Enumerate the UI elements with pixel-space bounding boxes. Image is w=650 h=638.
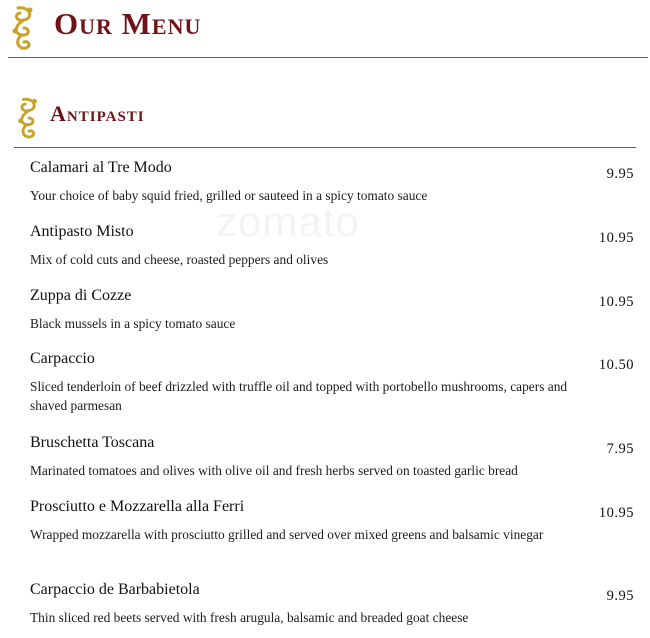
item-name: Prosciutto e Mozzarella alla Ferri: [30, 498, 245, 515]
page-title: Our Menu: [54, 6, 202, 41]
header-divider: [8, 57, 648, 58]
item-description: Mix of cold cuts and cheese, roasted peppers and olives: [30, 252, 329, 267]
item-price: 7.95: [606, 441, 634, 457]
item-description: Marinated tomatoes and olives with olive oil and fresh herbs served on toasted garlic bread: [30, 463, 518, 478]
item-description: Wrapped mozzarella with prosciutto grilled and served over mixed greens and balsamic vinegar: [30, 527, 544, 542]
menu-item: [30, 286, 642, 333]
item-price: 10.95: [598, 505, 634, 521]
menu-item: [30, 497, 642, 544]
item-price: 9.95: [606, 166, 634, 182]
menu-item: [30, 433, 642, 480]
item-price: 10.95: [598, 230, 634, 246]
item-price: 10.95: [598, 294, 634, 310]
item-price: 9.95: [606, 588, 634, 604]
menu-item: [30, 158, 642, 205]
item-description: Thin sliced red beets served with fresh arugula, balsamic and breaded goat cheese: [30, 610, 469, 625]
item-description: Black mussels in a spicy tomato sauce: [30, 316, 236, 331]
watermark: zomato: [216, 198, 360, 245]
item-description: Your choice of baby squid fried, grilled or sauteed in a spicy tomato sauce: [30, 188, 428, 203]
section-divider: [14, 147, 636, 148]
item-name: Calamari al Tre Modo: [30, 159, 172, 176]
item-description: Sliced tenderloin of beef drizzled with truffle oil and topped with portobello mushrooms, capers and shaved parmesan: [30, 379, 568, 413]
ornament-icon: [8, 4, 38, 54]
item-name: Zuppa di Cozze: [30, 287, 132, 304]
ornament-icon: [14, 94, 42, 144]
item-name: Carpaccio: [30, 350, 95, 367]
item-name: Carpaccio de Barbabietola: [30, 581, 200, 598]
item-name: Bruschetta Toscana: [30, 434, 155, 451]
menu-item: [30, 222, 642, 269]
section-title: Antipasti: [50, 101, 145, 126]
item-name: Antipasto Misto: [30, 223, 134, 240]
menu-item: [30, 580, 642, 627]
item-price: 10.50: [598, 357, 634, 373]
menu-item: [30, 349, 642, 415]
menu-header: [8, 2, 648, 56]
